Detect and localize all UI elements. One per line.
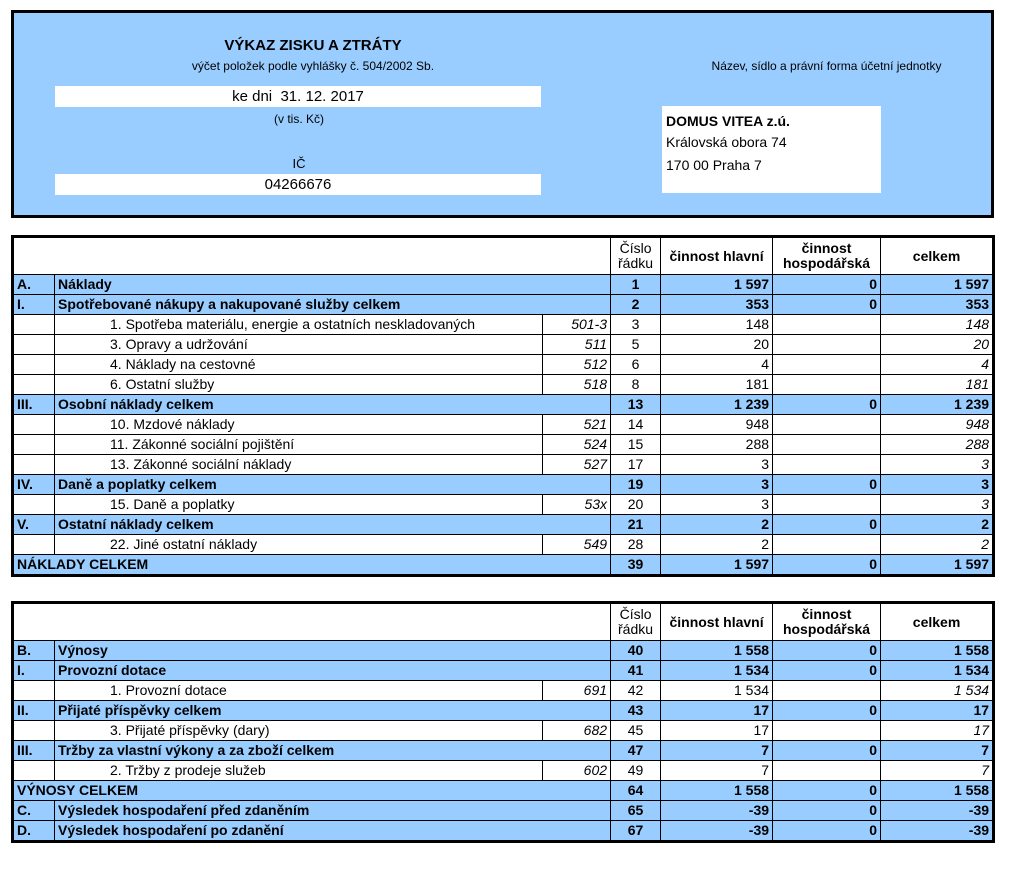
row-account: 501-3 [543, 315, 611, 335]
value-main: 1 597 [661, 275, 773, 295]
entity-label: Název, sídlo a právní forma účetní jednotky [711, 59, 942, 73]
row-number: 42 [611, 681, 661, 701]
row-account: 524 [543, 435, 611, 455]
value-main: 353 [661, 295, 773, 315]
row-number: 40 [611, 641, 661, 661]
value-main: 1 558 [661, 641, 773, 661]
row-account: 527 [543, 455, 611, 475]
row-code [13, 435, 55, 455]
value-business: 0 [773, 275, 881, 295]
col-business: činnost hospodářská [773, 603, 881, 641]
col-row-no: Číslo řádku [611, 237, 661, 275]
section-row [13, 395, 994, 415]
value-business [773, 355, 881, 375]
value-total: 2 [881, 535, 994, 555]
row-account: 521 [543, 415, 611, 435]
row-account: 511 [543, 335, 611, 355]
row-code: III. [13, 741, 55, 761]
value-total: 1 597 [881, 555, 994, 576]
row-code: III. [13, 395, 55, 415]
table-row [13, 495, 994, 515]
section-row [13, 661, 994, 681]
value-business [773, 495, 881, 515]
row-code [13, 535, 55, 555]
row-code: C. [13, 801, 55, 821]
col-business: činnost hospodářská [773, 237, 881, 275]
value-total: 4 [881, 355, 994, 375]
total-row [13, 555, 994, 576]
value-main: 3 [661, 455, 773, 475]
row-number: 5 [611, 335, 661, 355]
row-label: 13. Zákonné sociální náklady [55, 455, 543, 475]
value-total: 2 [881, 515, 994, 535]
row-number: 64 [611, 781, 661, 801]
header-blank [13, 237, 611, 275]
value-main: 17 [661, 701, 773, 721]
ic-label: IČ [292, 156, 306, 171]
value-main: 1 558 [661, 781, 773, 801]
section-row [13, 701, 994, 721]
value-total: 1 597 [881, 275, 994, 295]
value-business [773, 375, 881, 395]
table-row [13, 455, 994, 475]
value-main: 20 [661, 335, 773, 355]
costs-header-row [13, 237, 994, 275]
value-main: 288 [661, 435, 773, 455]
row-code [13, 315, 55, 335]
value-main: 1 239 [661, 395, 773, 415]
value-total: 1 558 [881, 641, 994, 661]
value-main: 1 597 [661, 555, 773, 576]
value-total: 20 [881, 335, 994, 355]
row-number: 41 [611, 661, 661, 681]
row-code [13, 495, 55, 515]
col-total: celkem [881, 237, 994, 275]
org-city: 170 00 Praha 7 [666, 157, 762, 173]
value-business: 0 [773, 821, 881, 842]
section-row [13, 295, 994, 315]
value-business: 0 [773, 515, 881, 535]
value-main: 7 [661, 741, 773, 761]
value-total: 1 558 [881, 781, 994, 801]
value-total: 3 [881, 495, 994, 515]
value-business: 0 [773, 801, 881, 821]
row-code: IV. [13, 475, 55, 495]
row-number: 8 [611, 375, 661, 395]
row-label: Výnosy [55, 641, 611, 661]
value-business [773, 415, 881, 435]
value-business: 0 [773, 475, 881, 495]
row-account: 512 [543, 355, 611, 375]
row-account: 549 [543, 535, 611, 555]
row-code: B. [13, 641, 55, 661]
row-number: 21 [611, 515, 661, 535]
value-main: 148 [661, 315, 773, 335]
row-label: 1. Provozní dotace [55, 681, 543, 701]
row-number: 1 [611, 275, 661, 295]
unit-label: (v tis. Kč) [274, 112, 324, 126]
value-business: 0 [773, 295, 881, 315]
value-business [773, 435, 881, 455]
report-subtitle: výčet položek podle vyhlášky č. 504/2002 Sb. [191, 59, 435, 73]
row-code: II. [13, 701, 55, 721]
col-total: celkem [881, 603, 994, 641]
value-total: 17 [881, 701, 994, 721]
row-account: 682 [543, 721, 611, 741]
revenues-table [11, 601, 995, 843]
table-row [13, 535, 994, 555]
value-business: 0 [773, 555, 881, 576]
row-label: 22. Jiné ostatní náklady [55, 535, 543, 555]
org-name: DOMUS VITEA z.ú. [666, 113, 790, 129]
row-label: Výsledek hospodaření před zdaněním [55, 801, 611, 821]
row-number: 20 [611, 495, 661, 515]
row-number: 2 [611, 295, 661, 315]
section-row [13, 741, 994, 761]
row-code [13, 355, 55, 375]
value-total: 181 [881, 375, 994, 395]
value-total: 7 [881, 761, 994, 781]
row-number: 65 [611, 801, 661, 821]
row-label: 3. Přijaté příspěvky (dary) [55, 721, 543, 741]
row-number: 19 [611, 475, 661, 495]
value-business [773, 681, 881, 701]
value-main: -39 [661, 821, 773, 842]
report-header [11, 10, 994, 218]
value-total: 148 [881, 315, 994, 335]
row-code: V. [13, 515, 55, 535]
value-total: 948 [881, 415, 994, 435]
row-number: 17 [611, 455, 661, 475]
org-street: Královská obora 74 [666, 134, 787, 150]
value-main: 2 [661, 515, 773, 535]
row-label: Náklady [55, 275, 611, 295]
row-label: Ostatní náklady celkem [55, 515, 611, 535]
row-code: D. [13, 821, 55, 842]
row-number: 39 [611, 555, 661, 576]
total-row [13, 781, 994, 801]
row-label: 2. Tržby z prodeje služeb [55, 761, 543, 781]
value-business [773, 721, 881, 741]
row-account: 53x [543, 495, 611, 515]
row-label: 10. Mzdové náklady [55, 415, 543, 435]
row-label: Osobní náklady celkem [55, 395, 611, 415]
value-business: 0 [773, 395, 881, 415]
row-label: Tržby za vlastní výkony a za zboží celkem [55, 741, 611, 761]
value-business: 0 [773, 661, 881, 681]
costs-table [11, 235, 995, 577]
row-number: 14 [611, 415, 661, 435]
row-label: 15. Daně a poplatky [55, 495, 543, 515]
row-account: 518 [543, 375, 611, 395]
row-label: Provozní dotace [55, 661, 611, 681]
row-number: 28 [611, 535, 661, 555]
row-code: I. [13, 661, 55, 681]
row-number: 43 [611, 701, 661, 721]
value-business: 0 [773, 781, 881, 801]
row-number: 3 [611, 315, 661, 335]
row-code [13, 335, 55, 355]
row-label: 6. Ostatní služby [55, 375, 543, 395]
value-main: -39 [661, 801, 773, 821]
col-row-no: Číslo řádku [611, 603, 661, 641]
value-business [773, 761, 881, 781]
value-main: 3 [661, 475, 773, 495]
value-business [773, 535, 881, 555]
row-code: I. [13, 295, 55, 315]
table-row [13, 761, 994, 781]
row-label: Přijaté příspěvky celkem [55, 701, 611, 721]
section-row [13, 801, 994, 821]
table-row [13, 415, 994, 435]
value-main: 3 [661, 495, 773, 515]
ic-field: 04266676 [55, 174, 541, 195]
value-main: 1 534 [661, 681, 773, 701]
row-code [13, 375, 55, 395]
row-label: Výsledek hospodaření po zdanění [55, 821, 611, 842]
col-main: činnost hlavní [661, 603, 773, 641]
section-row [13, 475, 994, 495]
row-number: 45 [611, 721, 661, 741]
row-code [13, 721, 55, 741]
value-main: 4 [661, 355, 773, 375]
col-main: činnost hlavní [661, 237, 773, 275]
row-label: NÁKLADY CELKEM [13, 555, 611, 576]
table-row [13, 375, 994, 395]
value-business: 0 [773, 641, 881, 661]
report-title: VÝKAZ ZISKU A ZTRÁTY [224, 37, 402, 54]
table-row [13, 435, 994, 455]
value-total: 1 239 [881, 395, 994, 415]
value-business [773, 315, 881, 335]
table-row [13, 721, 994, 741]
value-total: 353 [881, 295, 994, 315]
value-total: 288 [881, 435, 994, 455]
row-account: 602 [543, 761, 611, 781]
row-number: 6 [611, 355, 661, 375]
header-blank [13, 603, 611, 641]
section-row [13, 275, 994, 295]
value-main: 181 [661, 375, 773, 395]
value-main: 1 534 [661, 661, 773, 681]
row-label: 11. Zákonné sociální pojištění [55, 435, 543, 455]
row-number: 67 [611, 821, 661, 842]
value-total: 7 [881, 741, 994, 761]
row-label: 4. Náklady na cestovné [55, 355, 543, 375]
value-business: 0 [773, 701, 881, 721]
row-label: VÝNOSY CELKEM [13, 781, 611, 801]
value-total: 3 [881, 475, 994, 495]
section-row [13, 515, 994, 535]
row-number: 15 [611, 435, 661, 455]
row-code [13, 761, 55, 781]
table-row [13, 315, 994, 335]
value-total: 1 534 [881, 681, 994, 701]
row-code [13, 681, 55, 701]
table-row [13, 335, 994, 355]
table-row [13, 355, 994, 375]
entity-box [662, 106, 881, 193]
row-label: 1. Spotřeba materiálu, energie a ostatních neskladovaných [55, 315, 543, 335]
value-business [773, 335, 881, 355]
row-code [13, 415, 55, 435]
value-total: 1 534 [881, 661, 994, 681]
row-label: Spotřebované nákupy a nakupované služby celkem [55, 295, 611, 315]
value-total: 3 [881, 455, 994, 475]
value-main: 17 [661, 721, 773, 741]
row-number: 49 [611, 761, 661, 781]
value-business [773, 455, 881, 475]
report-date-field [55, 86, 541, 107]
row-label: Daně a poplatky celkem [55, 475, 611, 495]
value-business: 0 [773, 741, 881, 761]
value-main: 948 [661, 415, 773, 435]
table-row [13, 681, 994, 701]
row-account: 691 [543, 681, 611, 701]
value-total: 17 [881, 721, 994, 741]
row-code: A. [13, 275, 55, 295]
row-label: 3. Opravy a udržování [55, 335, 543, 355]
row-code [13, 455, 55, 475]
value-total: -39 [881, 821, 994, 842]
value-main: 2 [661, 535, 773, 555]
section-row [13, 821, 994, 842]
row-number: 47 [611, 741, 661, 761]
report-date: 31. 12. 2017 [280, 88, 364, 105]
value-main: 7 [661, 761, 773, 781]
section-row [13, 641, 994, 661]
date-prefix: ke dni [232, 88, 273, 105]
value-total: -39 [881, 801, 994, 821]
row-number: 13 [611, 395, 661, 415]
revenues-header-row [13, 603, 994, 641]
